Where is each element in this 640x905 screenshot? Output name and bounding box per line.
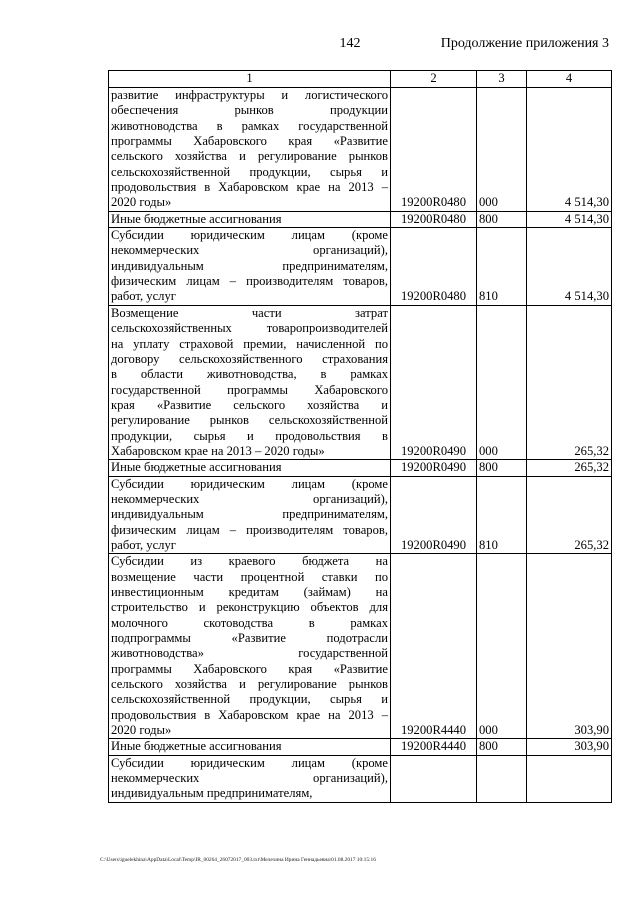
column-header-3: 3 [477,71,527,88]
continuation-label: Продолжение приложения 3 [440,36,609,51]
description-line: подпрограммы «Развитие подотрасли [111,631,388,646]
row-amount: 303,90 [527,739,612,755]
description-line: регулирование рынков сельскохозяйственной [111,413,388,428]
row-target-code: 19200R0480 [391,211,477,227]
row-description [109,88,391,212]
row-expense-type: 800 [477,211,527,227]
description-line: физическим лицам – производителям товаров, [111,522,388,537]
description-line: индивидуальным предпринимателям, [111,258,388,273]
description-line: продукции, сырья и продовольствия в [111,428,388,443]
description-line: молочного скотоводства в рамках [111,615,388,630]
row-description [109,739,391,755]
description-line: договору сельскохозяйственного страхования [111,351,388,366]
row-expense-type [477,755,527,802]
description-line: работ, услуг [111,537,176,552]
row-target-code [391,755,477,802]
row-expense-type: 810 [477,228,527,306]
description-line: края «Развитие сельского хозяйства и [111,397,388,412]
description-line: животноводства» государственной [111,646,388,661]
description-line: животноводства в рамках государственной [111,118,388,133]
row-expense-type: 000 [477,88,527,212]
footer-file-path: C:\Users\iguelekhina\AppData\Local\Temp\IR_00264_26072017_003.txt\Мелехина Ирина Геннадьевна\01.08.2017 10:15:16 [100,857,376,863]
table-row [109,739,612,755]
description-line: Возмещение части затрат [111,305,388,320]
row-description [109,476,391,554]
table-row [109,88,612,212]
description-line: Субсидии юридическим лицам (кроме [111,476,388,491]
description-line: Хабаровском крае на 2013 – 2020 годы» [111,443,325,458]
row-target-code: 19200R4440 [391,554,477,739]
row-amount: 303,90 [527,554,612,739]
row-target-code: 19200R0490 [391,460,477,476]
description-line: продовольствия в Хабаровском крае на 2013 – [111,180,388,195]
table-row [109,228,612,306]
row-expense-type: 800 [477,739,527,755]
row-amount: 4 514,30 [527,211,612,227]
description-line: строительство и реконструкцию объектов для [111,600,388,615]
description-line: сельского хозяйства и регулирование рынков [111,677,388,692]
description-line: некоммерческих организаций), [111,243,388,258]
row-description [109,755,391,802]
row-description [109,305,391,459]
row-description [109,211,391,227]
description-line: сельскохозяйственных товаропроизводителей [111,321,388,336]
table-row [109,755,612,802]
column-header-2: 2 [391,71,477,88]
description-line: Субсидии юридическим лицам (кроме [111,755,388,770]
row-description [109,554,391,739]
column-header-4: 4 [527,71,612,88]
description-line: некоммерческих организаций), [111,771,388,786]
row-amount: 265,32 [527,305,612,459]
row-amount: 265,32 [527,476,612,554]
description-line: физическим лицам – производителям товаров, [111,274,388,289]
description-line: 2020 годы» [111,723,172,738]
table-row [109,476,612,554]
table-row [109,460,612,476]
table-row [109,305,612,459]
table-row [109,554,612,739]
description-line: программы Хабаровского края «Развитие [111,134,388,149]
description-line: индивидуальным предпринимателям, [111,786,313,801]
description-line: возмещение части процентной ставки по [111,569,388,584]
row-description [109,460,391,476]
row-expense-type: 000 [477,305,527,459]
row-target-code: 19200R4440 [391,739,477,755]
row-description [109,228,391,306]
budget-table [108,70,612,803]
row-amount: 4 514,30 [527,228,612,306]
page-number: 142 [339,36,361,51]
description-line: сельскохозяйственной продукции, сырья и [111,692,388,707]
row-target-code: 19200R0490 [391,476,477,554]
description-line: Иные бюджетные ассигнования [111,211,282,226]
description-line: 2020 годы» [111,195,172,210]
description-line: Субсидии юридическим лицам (кроме [111,228,388,243]
description-line: программы Хабаровского края «Развитие [111,661,388,676]
description-line: обеспечения рынков продукции [111,103,388,118]
description-line: развитие инфраструктуры и логистического [111,88,388,102]
row-amount [527,755,612,802]
row-expense-type: 000 [477,554,527,739]
row-expense-type: 800 [477,460,527,476]
description-line: государственной программы Хабаровского [111,382,388,397]
description-line: работ, услуг [111,289,176,304]
row-target-code: 19200R0480 [391,228,477,306]
column-header-1: 1 [109,71,391,88]
description-line: сельского хозяйства и регулирование рынков [111,149,388,164]
table-body [109,88,612,803]
description-line: инвестиционным кредитам (займам) на [111,585,388,599]
row-expense-type: 810 [477,476,527,554]
description-line: Иные бюджетные ассигнования [111,460,282,475]
description-line: на уплату страховой премии, начисленной по [111,336,388,351]
table-row [109,211,612,227]
description-line: в области животноводства, в рамках [111,367,388,382]
row-target-code: 19200R0480 [391,88,477,212]
description-line: сельскохозяйственной продукции, сырья и [111,164,388,179]
description-line: некоммерческих организаций), [111,491,388,506]
row-amount: 4 514,30 [527,88,612,212]
row-target-code: 19200R0490 [391,305,477,459]
description-line: индивидуальным предпринимателям, [111,507,388,522]
table-header-row [109,71,612,88]
row-amount: 265,32 [527,460,612,476]
description-line: продовольствия в Хабаровском крае на 2013 – [111,707,388,722]
description-line: Субсидии из краевого бюджета на [111,554,388,569]
description-line: Иные бюджетные ассигнования [111,739,282,754]
